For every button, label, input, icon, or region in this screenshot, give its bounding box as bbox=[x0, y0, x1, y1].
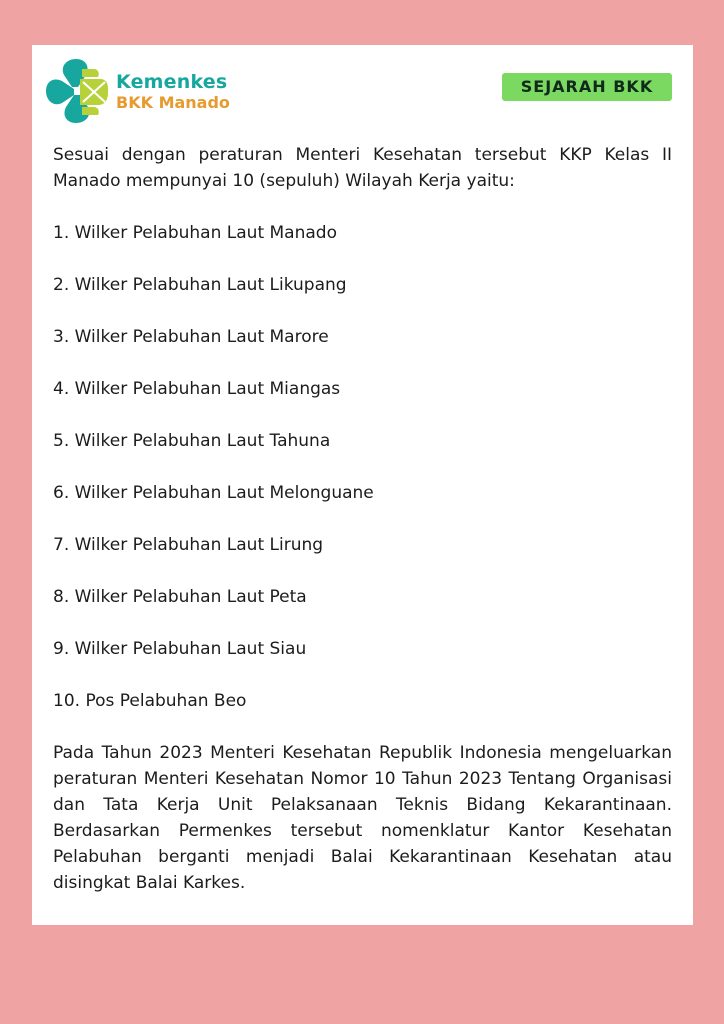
document-body bbox=[53, 142, 672, 896]
list-item: 7. Wilker Pelabuhan Laut Lirung bbox=[53, 535, 324, 555]
kemenkes-emblem-icon bbox=[42, 55, 110, 127]
list-item: 6. Wilker Pelabuhan Laut Melonguane bbox=[53, 483, 374, 503]
list-item: 5. Wilker Pelabuhan Laut Tahuna bbox=[53, 431, 331, 451]
logo-text-kemenkes: Kemenkes bbox=[116, 71, 228, 93]
logo-text-bkk-manado: BKK Manado bbox=[116, 93, 230, 112]
work-area-list bbox=[53, 220, 672, 714]
list-item: 3. Wilker Pelabuhan Laut Marore bbox=[53, 327, 329, 347]
list-item: 1. Wilker Pelabuhan Laut Manado bbox=[53, 223, 337, 243]
document-card bbox=[32, 45, 693, 925]
list-item: 10. Pos Pelabuhan Beo bbox=[53, 691, 247, 711]
closing-paragraph: Pada Tahun 2023 Menteri Kesehatan Republik Indonesia mengeluarkan peraturan Menteri Kesehatan Nomor 10 Tahun 2023 Tentang Organisasi dan Tata Kerja Unit Pelaksanaan Teknis Bidang Kekarantinaan. Berdasarkan Permenkes tersebut nomenklatur Kantor Kesehatan Pelabuhan berganti menjadi Balai Kekarantinaan Kesehatan atau disingkat Balai Karkes. bbox=[53, 743, 672, 893]
kemenkes-logo bbox=[42, 55, 242, 127]
section-badge: SEJARAH BKK bbox=[502, 73, 672, 101]
intro-paragraph: Sesuai dengan peraturan Menteri Kesehatan tersebut KKP Kelas II Manado mempunyai 10 (sepuluh) Wilayah Kerja yaitu: bbox=[53, 145, 672, 191]
list-item: 4. Wilker Pelabuhan Laut Miangas bbox=[53, 379, 341, 399]
list-item: 2. Wilker Pelabuhan Laut Likupang bbox=[53, 275, 347, 295]
list-item: 9. Wilker Pelabuhan Laut Siau bbox=[53, 639, 307, 659]
list-item: 8. Wilker Pelabuhan Laut Peta bbox=[53, 587, 307, 607]
